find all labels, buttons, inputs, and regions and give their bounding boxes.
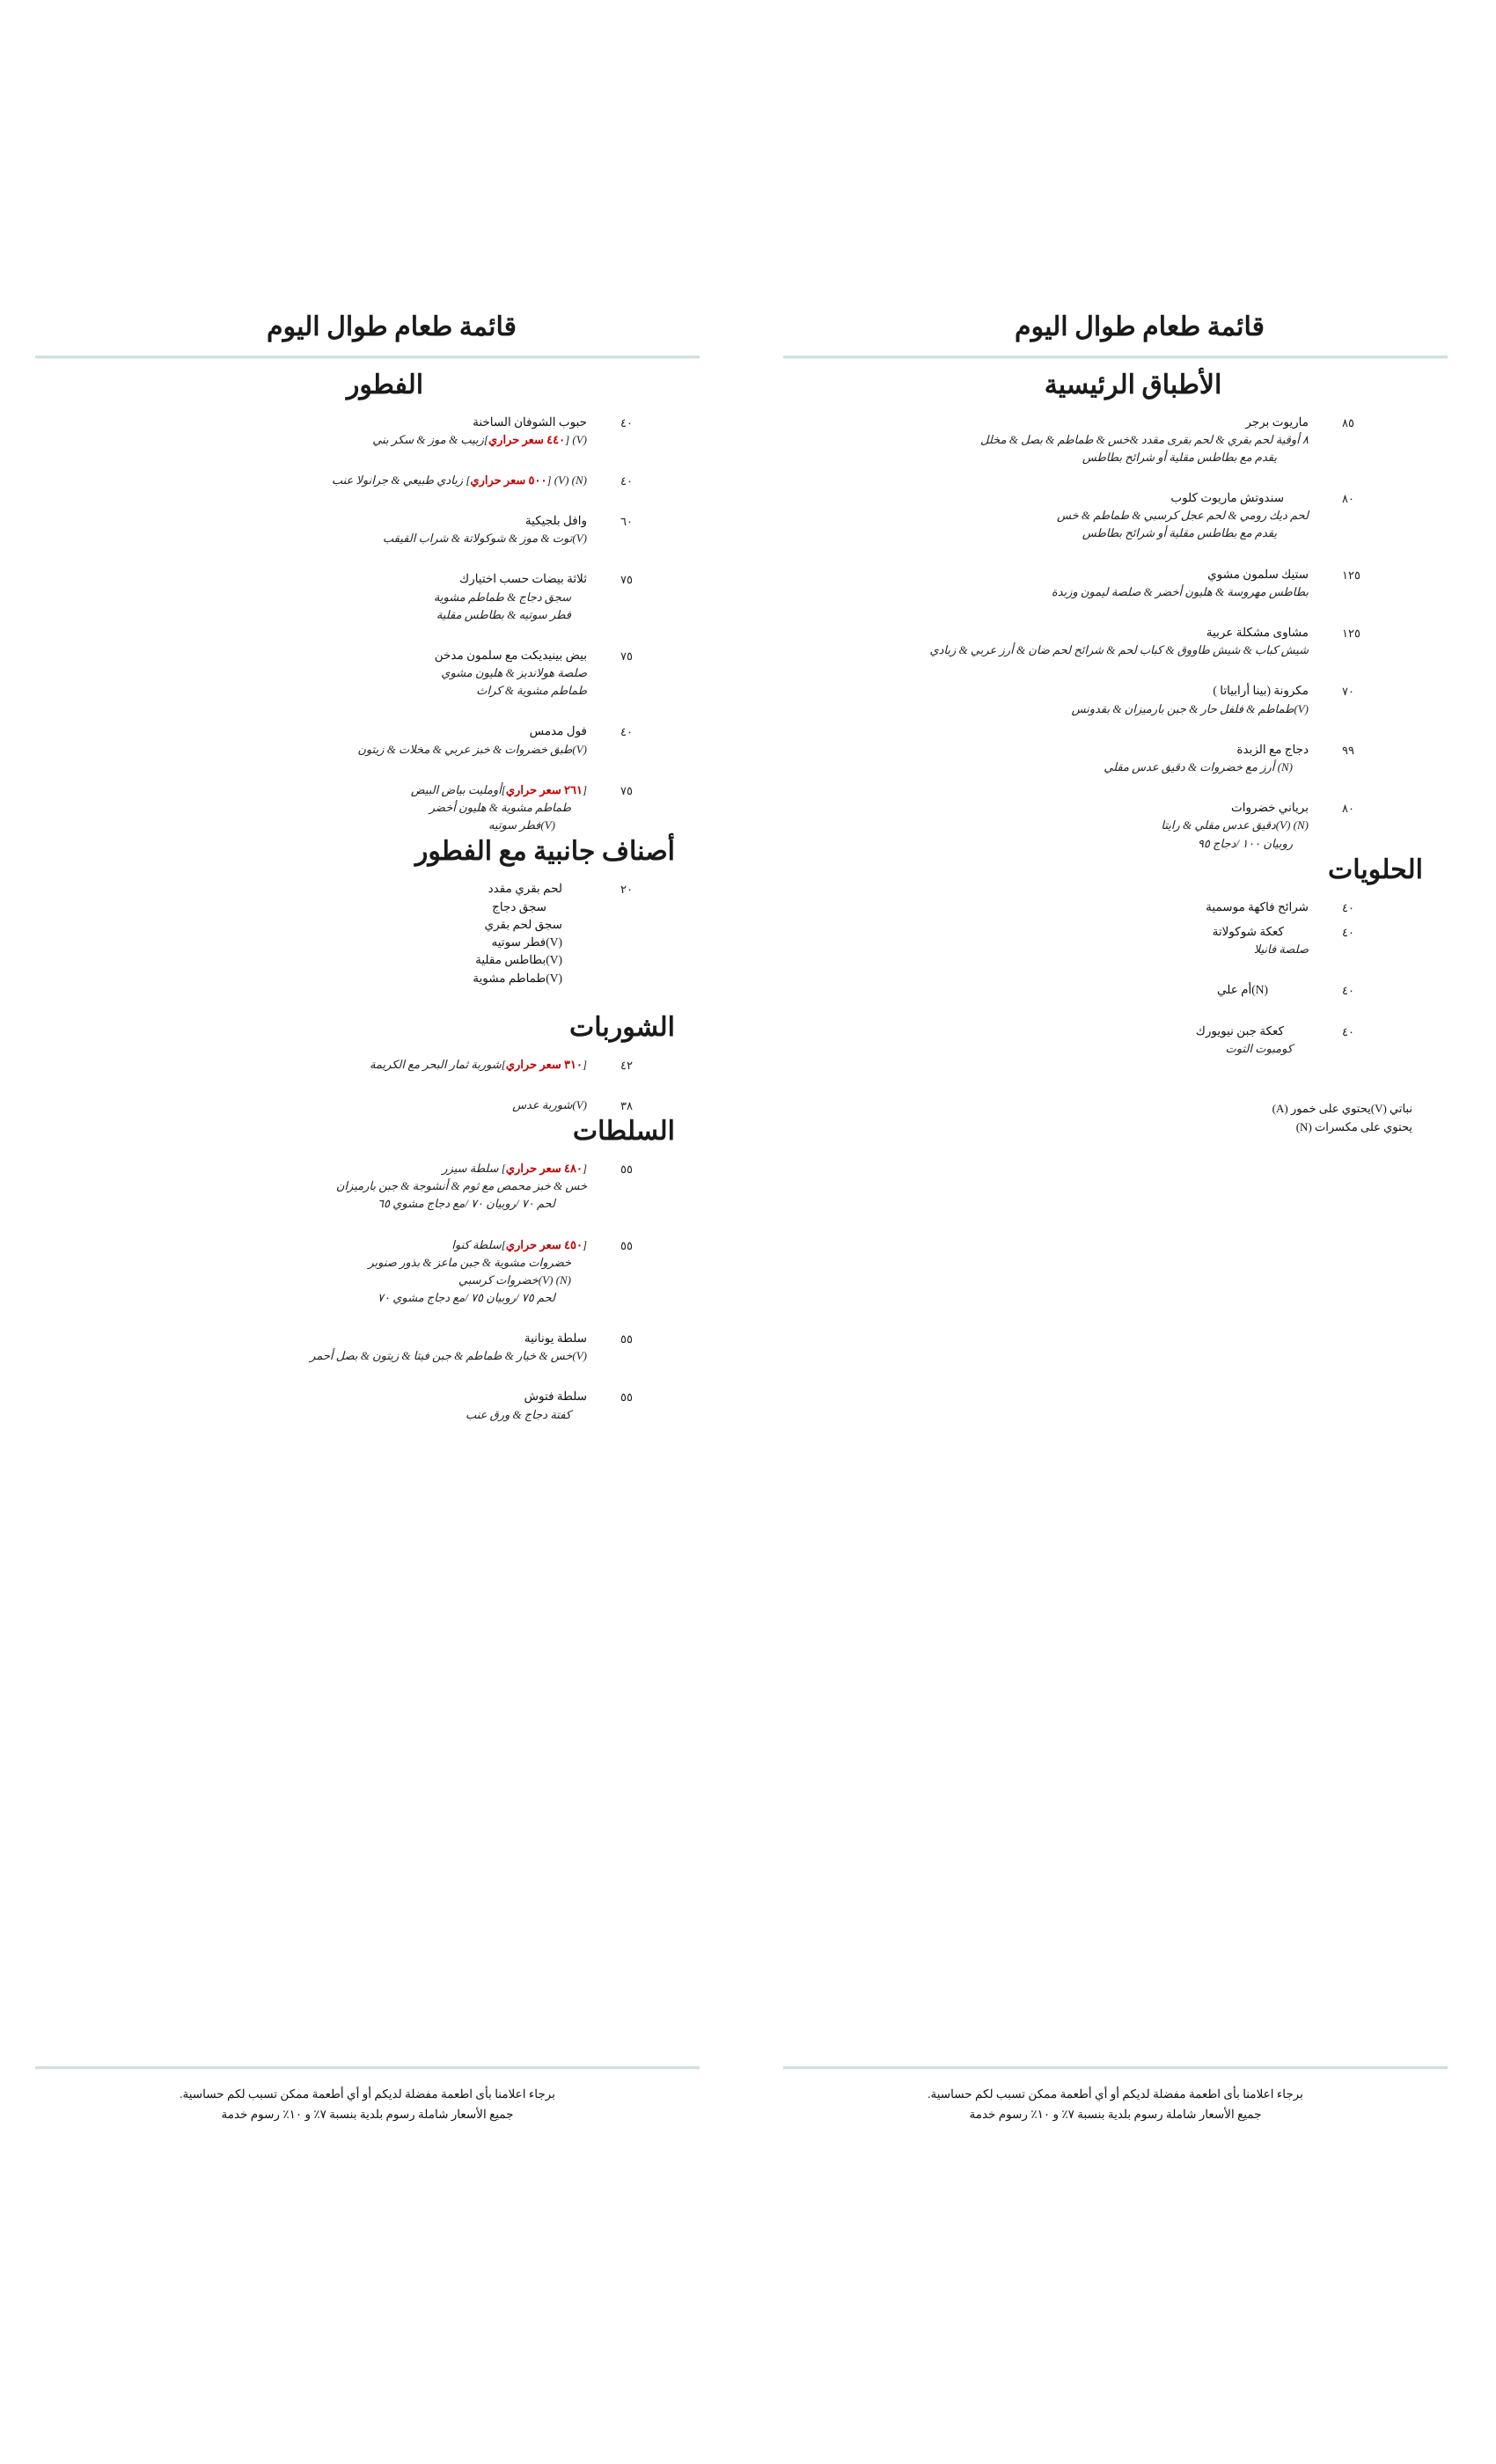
item-name: وافل بلجيكية	[524, 514, 587, 528]
menu-item	[783, 741, 1448, 776]
page-title-left: قائمة طعام طوال اليوم	[267, 312, 517, 341]
item-price: ٧٥	[620, 783, 633, 797]
item-price: ٤٠	[620, 415, 633, 429]
item-price: ٩٩	[1342, 743, 1354, 757]
menu-item	[783, 682, 1448, 717]
section-heading-salads: السلطات	[572, 1117, 675, 1147]
menu-item	[35, 1160, 700, 1213]
item-description: (N) أرز مع خضروات & دقيق عدس مقلي	[1104, 759, 1293, 774]
desc-suffix: ]شوربة ثمار البحر مع الكريمة	[369, 1057, 506, 1071]
item-description: (V)خس & خيار & طماطم & جبن فيتا & زيتون & بصل أحمر	[310, 1349, 587, 1363]
item-price: ٢٠	[620, 883, 633, 897]
desc-prefix: [	[582, 1162, 587, 1176]
item-description: طماطم مشوية & كراث	[476, 684, 587, 698]
item-name: بيض بينيديكت مع سلمون مدخن	[434, 648, 587, 662]
item-price: ٤٠	[620, 473, 633, 488]
menu-item	[783, 624, 1448, 659]
item-description: صلصة فانيلا	[1253, 942, 1309, 957]
menu-item	[35, 472, 700, 489]
item-description: طماطم مشوية & هليون أخضر	[429, 801, 571, 815]
item-description: صلصة هولانديز & هليون مشوي	[441, 666, 587, 680]
item-description: (V)فطر سوتيه	[488, 818, 555, 832]
menu-item	[35, 1330, 700, 1365]
calorie-value: ٤٥٠ سعر حراري	[505, 1237, 583, 1251]
item-description: (V)شوربة عدس	[512, 1097, 587, 1111]
calorie-value: ٤٤٠ سعر حراري	[488, 432, 566, 446]
item-price: ٧٥	[620, 649, 633, 663]
item-description	[35, 1056, 587, 1074]
item-name: برياني خضروات	[1231, 801, 1309, 815]
soups-list	[35, 1056, 700, 1114]
item-price: ٤٢	[620, 1058, 633, 1072]
item-name: مشاوى مشكلة عربية	[1206, 625, 1309, 639]
pricing-notice: جميع الأسعار شاملة رسوم بلدية بنسبة ٧٪ و ١٠٪ رسوم خدمة	[969, 2108, 1262, 2122]
item-price: ٧٠	[1342, 685, 1354, 699]
breakfast-sides-group	[35, 880, 700, 987]
item-description	[35, 1160, 587, 1177]
item-name: مكرونة (بينا أرابياتا )	[1213, 684, 1309, 698]
calorie-value: ٣١٠ سعر حراري	[505, 1057, 583, 1071]
desc-prefix: [	[582, 1237, 587, 1251]
calorie-value: ٤٨٠ سعر حراري	[505, 1162, 583, 1176]
item-price: ٤٠	[1342, 900, 1354, 914]
item-price: ٨٠	[1342, 492, 1354, 506]
item-name: فول مدمس	[529, 724, 587, 738]
item-price: ٥٥	[620, 1390, 633, 1404]
item-description: (N) (V)خضروات كرسبي	[458, 1272, 571, 1287]
main-dishes-column	[748, 0, 1496, 2464]
menu-item	[35, 1236, 700, 1308]
side-item: (V)بطاطس مقلية	[475, 953, 562, 967]
item-description	[35, 781, 587, 799]
desc-suffix: ]سلطة كنوا	[451, 1237, 506, 1251]
item-name: كعكة شوكولاتة	[1212, 924, 1284, 938]
menu-item	[35, 647, 700, 700]
item-name: ستيك سلمون مشوي	[1207, 567, 1309, 581]
desc-prefix: (V) [	[565, 432, 587, 446]
item-price: ٤٠	[620, 725, 633, 739]
footer-divider-left	[35, 2066, 700, 2070]
item-description: فطر سوتيه & بطاطس مقلية	[436, 607, 571, 621]
section-heading-breakfast-sides: أصناف جانبية مع الفطور	[414, 837, 675, 867]
item-description: كومبوت التوت	[1225, 1041, 1293, 1055]
desc-suffix: ] زبادي طبيعي & جرانولا عنب	[331, 473, 471, 487]
item-price: ٨٠	[1342, 802, 1354, 816]
item-price: ٣٨	[620, 1098, 633, 1112]
desc-suffix: ]زبيب & موز & سكر بني	[372, 432, 488, 446]
page-title-right: قائمة طعام طوال اليوم	[1015, 312, 1265, 341]
menu-item	[783, 799, 1448, 853]
item-description: بطاطس مهروسة & هليون أخضر & صلصة ليمون وزبدة	[1051, 584, 1309, 598]
item-price: ٦٠	[620, 515, 633, 529]
item-options: لحم ٧٠ /روبيان ٧٠ /مع دجاج مشوي ٦٥	[377, 1197, 555, 1211]
menu-item	[783, 489, 1448, 543]
item-description: (V)طماطم & فلفل حار & جبن بارميزان & بقدونس	[1071, 701, 1309, 715]
item-name: ماريوت برجر	[1245, 414, 1309, 429]
item-name: سلطة فتوش	[524, 1390, 587, 1404]
item-name: كعكة جبن نيويورك	[1195, 1023, 1284, 1038]
item-description: شيش كباب & شيش طاووق & كباب لحم & شرائح لحم ضان & أرز عربي & زبادي	[929, 643, 1309, 657]
menu-item	[35, 781, 700, 834]
menu-item	[35, 722, 700, 758]
allergy-notice: برجاء اعلامنا بأى اطعمة مفضلة لديكم أو أي أطعمة ممكن تسبب لكم حساسية.	[180, 2086, 555, 2101]
item-name: حبوب الشوفان الساخنة	[473, 414, 587, 429]
desc-suffix: ] سلطة سيزر	[442, 1162, 506, 1176]
item-description: سجق دجاج & طماطم مشوية	[433, 590, 571, 604]
item-description: (V)توت & موز & شوكولاتة & شراب القيقب	[382, 532, 587, 546]
item-description	[35, 472, 587, 489]
item-price: ٥٥	[620, 1332, 633, 1346]
item-name: سلطة يونانية	[524, 1331, 587, 1346]
pricing-notice: جميع الأسعار شاملة رسوم بلدية بنسبة ٧٪ و ١٠٪ رسوم خدمة	[221, 2108, 514, 2122]
item-name: (N)أم علي	[1216, 983, 1268, 997]
item-price: ٨٥	[1342, 415, 1354, 429]
item-description	[35, 431, 587, 449]
menu-item	[35, 1388, 700, 1423]
legend-vegetarian-alcohol: نباتي (V)يحتوي على خمور (A)	[1272, 1101, 1412, 1115]
desc-prefix: (N) (V) [	[546, 473, 587, 487]
menu-item	[35, 512, 700, 547]
legend-nuts: يحتوي على مكسرات (N)	[1295, 1119, 1412, 1133]
item-price: ٤٠	[1342, 984, 1354, 998]
menu-item	[35, 1096, 700, 1114]
menu-item	[35, 1056, 700, 1074]
footer-left	[35, 2066, 700, 2125]
menu-item	[783, 898, 1448, 916]
desc-prefix: [	[582, 1057, 587, 1071]
item-description: لحم ديك رومي & لحم عجل كرسبي & طماطم & خس	[1057, 509, 1309, 523]
salads-list	[35, 1160, 700, 1447]
main-dishes-list	[783, 414, 1448, 853]
item-description: خضروات مشوية & جبن ماعز & بذور صنوبر	[368, 1255, 571, 1269]
item-price: ١٢٥	[1342, 568, 1360, 582]
section-heading-main-dishes: الأطباق الرئيسية	[1044, 370, 1222, 400]
side-item: لحم بقري مقدد	[488, 882, 562, 896]
desc-prefix: [	[582, 782, 587, 796]
calorie-value: ٥٠٠ سعر حراري	[470, 473, 547, 487]
allergy-notice: برجاء اعلامنا بأى اطعمة مفضلة لديكم أو أي أطعمة ممكن تسبب لكم حساسية.	[928, 2086, 1303, 2101]
calorie-value: ٢٦١ سعر حراري	[505, 782, 583, 796]
footer-divider-right	[783, 2066, 1448, 2070]
menu-item	[783, 414, 1448, 467]
menu-item	[35, 570, 700, 624]
desserts-list	[783, 898, 1448, 1081]
title-divider-right	[783, 356, 1448, 359]
side-item: سجق لحم بقري	[484, 917, 562, 931]
desc-suffix: ]أومليت بياض البيض	[410, 782, 506, 796]
item-description: يقدم مع بطاطس مقلية أو شرائح بطاطس	[1082, 526, 1277, 540]
section-heading-desserts: الحلويات	[1327, 854, 1423, 884]
title-divider-left	[35, 356, 700, 359]
menu-item	[783, 566, 1448, 601]
item-name: ثلاثة بيضات حسب اختيارك	[459, 572, 587, 586]
item-name: شرائح فاكهة موسمية	[1206, 899, 1309, 913]
item-price: ٤٠	[1342, 1024, 1354, 1038]
item-price: ١٢٥	[1342, 626, 1360, 640]
menu-item	[783, 981, 1448, 999]
item-price: ٧٥	[620, 573, 633, 587]
footer-right	[783, 2066, 1448, 2125]
item-price: ٥٥	[620, 1238, 633, 1252]
item-description: خس & خبز محمص مع ثوم & أنشوجة & جبن بارميزان	[335, 1179, 587, 1193]
breakfast-list	[35, 414, 700, 835]
item-description	[35, 1236, 587, 1254]
item-description: يقدم مع بطاطس مقلية أو شرائح بطاطس	[1082, 450, 1277, 464]
side-item: سجق دجاج	[492, 899, 546, 913]
item-description: كفتة دجاج & ورق عنب	[465, 1407, 571, 1421]
item-description: (N) (V)دقيق عدس مقلي & رايتا	[1161, 818, 1309, 832]
side-item: (V)فطر سوتيه	[491, 935, 562, 950]
section-heading-breakfast: الفطور	[346, 370, 424, 400]
item-name: دجاج مع الزبدة	[1236, 742, 1309, 756]
item-description: روبيان ١٠٠ /دجاج ٩٥	[1197, 836, 1293, 850]
item-price: ٥٥	[620, 1162, 633, 1177]
dietary-legend	[783, 1100, 1448, 1137]
item-description: ٨ أوقية لحم بقري & لحم بقرى مقدد &خس & طماطم & بصل & مخلل	[980, 432, 1309, 446]
item-options: لحم ٧٥ /روبيان ٧٥ /مع دجاج مشوي ٧٠	[377, 1290, 555, 1304]
menu-item	[783, 1023, 1448, 1058]
item-price: ٤٠	[1342, 925, 1354, 939]
menu-item	[35, 414, 700, 449]
section-heading-soups: الشوربات	[569, 1012, 675, 1042]
menu-item	[783, 923, 1448, 958]
item-name: سندوتش ماريوت كلوب	[1170, 491, 1284, 505]
side-item: (V)طماطم مشوية	[473, 971, 562, 985]
item-description: (V)طبق خضروات & خبز عربي & مخلات & زيتون	[357, 742, 587, 756]
